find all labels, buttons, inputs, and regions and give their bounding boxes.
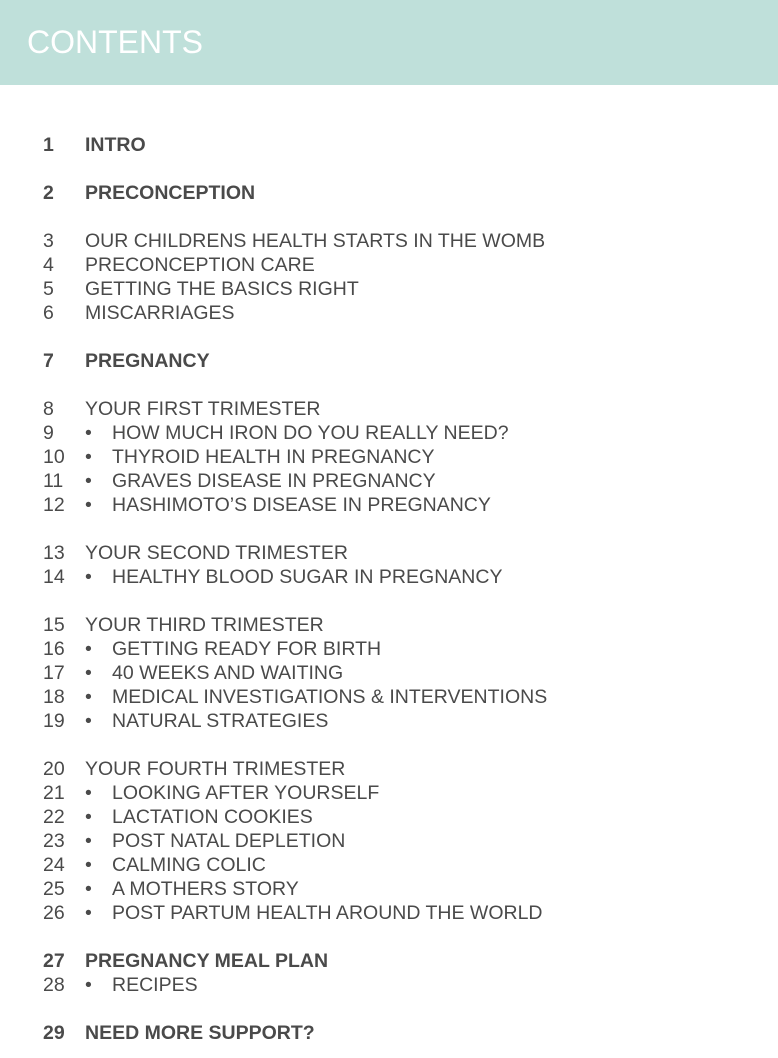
- toc-page-number: 14: [43, 566, 65, 588]
- bullet-icon: •: [85, 806, 92, 828]
- toc-entry-title: YOUR FIRST TRIMESTER: [85, 398, 321, 420]
- toc-subentry-title: HASHIMOTO’S DISEASE IN PREGNANCY: [112, 494, 491, 516]
- toc-entry[interactable]: [0, 685, 778, 709]
- toc-page-number: 23: [43, 830, 65, 852]
- bullet-icon: •: [85, 686, 92, 708]
- toc-entry[interactable]: [0, 421, 778, 445]
- toc-page-number: 1: [43, 134, 54, 156]
- toc-subentry-title: GRAVES DISEASE IN PREGNANCY: [112, 470, 436, 492]
- toc-entry[interactable]: [0, 277, 778, 301]
- toc-entry[interactable]: [0, 949, 778, 973]
- toc-subentry-title: POST NATAL DEPLETION: [112, 830, 346, 852]
- toc-page-number: 24: [43, 854, 65, 876]
- toc-page-number: 25: [43, 878, 65, 900]
- toc-page-number: 27: [43, 950, 65, 972]
- toc-page-number: 28: [43, 974, 65, 996]
- contents-header-bar: [0, 0, 778, 85]
- toc-entry[interactable]: [0, 877, 778, 901]
- toc-page-number: 10: [43, 446, 65, 468]
- toc-page-number: 8: [43, 398, 54, 420]
- bullet-icon: •: [85, 830, 92, 852]
- toc-entry[interactable]: [0, 397, 778, 421]
- toc-subentry-title: NATURAL STRATEGIES: [112, 710, 329, 732]
- toc-section-title: NEED MORE SUPPORT?: [85, 1022, 315, 1044]
- toc-page-number: 29: [43, 1022, 65, 1044]
- toc-entry[interactable]: [0, 781, 778, 805]
- toc-page-number: 13: [43, 542, 65, 564]
- toc-page-number: 21: [43, 782, 65, 804]
- toc-entry-title: MISCARRIAGES: [85, 302, 235, 324]
- toc-subentry-title: HOW MUCH IRON DO YOU REALLY NEED?: [112, 422, 509, 444]
- toc-page-number: 3: [43, 230, 54, 252]
- toc-entry[interactable]: [0, 901, 778, 925]
- bullet-icon: •: [85, 446, 92, 468]
- toc-entry[interactable]: [0, 349, 778, 373]
- toc-page-number: 19: [43, 710, 65, 732]
- toc-entry[interactable]: [0, 469, 778, 493]
- bullet-icon: •: [85, 710, 92, 732]
- bullet-icon: •: [85, 638, 92, 660]
- toc-subentry-title: GETTING READY FOR BIRTH: [112, 638, 382, 660]
- toc-section-title: PRECONCEPTION: [85, 182, 256, 204]
- toc-page-number: 17: [43, 662, 65, 684]
- toc-entry-title: YOUR FOURTH TRIMESTER: [85, 758, 346, 780]
- toc-page-number: 5: [43, 278, 54, 300]
- toc-entry[interactable]: [0, 973, 778, 997]
- bullet-icon: •: [85, 662, 92, 684]
- toc-page-number: 22: [43, 806, 65, 828]
- toc-subentry-title: CALMING COLIC: [112, 854, 266, 876]
- toc-entry[interactable]: [0, 757, 778, 781]
- toc-entry[interactable]: [0, 229, 778, 253]
- toc-page-number: 2: [43, 182, 54, 204]
- bullet-icon: •: [85, 494, 92, 516]
- toc-page-number: 12: [43, 494, 65, 516]
- toc-page-number: 20: [43, 758, 65, 780]
- toc-entry[interactable]: [0, 181, 778, 205]
- toc-subentry-title: THYROID HEALTH IN PREGNANCY: [112, 446, 435, 468]
- page-title: CONTENTS: [27, 24, 203, 60]
- toc-entry[interactable]: [0, 829, 778, 853]
- bullet-icon: •: [85, 902, 92, 924]
- bullet-icon: •: [85, 470, 92, 492]
- bullet-icon: •: [85, 974, 92, 996]
- toc-entry-title: YOUR SECOND TRIMESTER: [85, 542, 348, 564]
- toc-page-number: 26: [43, 902, 65, 924]
- toc-entry[interactable]: [0, 493, 778, 517]
- toc-page-number: 6: [43, 302, 54, 324]
- toc-entry[interactable]: [0, 253, 778, 277]
- toc-subentry-title: POST PARTUM HEALTH AROUND THE WORLD: [112, 902, 543, 924]
- bullet-icon: •: [85, 782, 92, 804]
- bullet-icon: •: [85, 854, 92, 876]
- toc-entry[interactable]: [0, 709, 778, 733]
- toc-page-number: 11: [43, 470, 64, 492]
- toc-page-number: 7: [43, 350, 54, 372]
- toc-subentry-title: RECIPES: [112, 974, 198, 996]
- toc-section-title: INTRO: [85, 134, 146, 156]
- toc-entry-title: YOUR THIRD TRIMESTER: [85, 614, 324, 636]
- toc-subentry-title: MEDICAL INVESTIGATIONS & INTERVENTIONS: [112, 686, 548, 708]
- toc-subentry-title: HEALTHY BLOOD SUGAR IN PREGNANCY: [112, 566, 503, 588]
- toc-entry-title: PRECONCEPTION CARE: [85, 254, 315, 276]
- toc-entry[interactable]: [0, 301, 778, 325]
- toc-section-title: PREGNANCY MEAL PLAN: [85, 950, 329, 972]
- toc-entry[interactable]: [0, 805, 778, 829]
- toc-entry[interactable]: [0, 637, 778, 661]
- toc-entry[interactable]: [0, 661, 778, 685]
- toc-entry[interactable]: [0, 565, 778, 589]
- toc-page-number: 18: [43, 686, 65, 708]
- toc-subentry-title: A MOTHERS STORY: [112, 878, 299, 900]
- toc-entry[interactable]: [0, 445, 778, 469]
- toc-entry[interactable]: [0, 1021, 778, 1045]
- toc-page-number: 15: [43, 614, 65, 636]
- bullet-icon: •: [85, 566, 92, 588]
- bullet-icon: •: [85, 878, 92, 900]
- toc-page-number: 4: [43, 254, 54, 276]
- toc-entry[interactable]: [0, 133, 778, 157]
- toc-section-title: PREGNANCY: [85, 350, 210, 372]
- toc-entry[interactable]: [0, 853, 778, 877]
- toc-subentry-title: LOOKING AFTER YOURSELF: [112, 782, 380, 804]
- toc-subentry-title: 40 WEEKS AND WAITING: [112, 662, 344, 684]
- toc-entry[interactable]: [0, 541, 778, 565]
- toc-page-number: 16: [43, 638, 65, 660]
- toc-subentry-title: LACTATION COOKIES: [112, 806, 313, 828]
- bullet-icon: •: [85, 422, 92, 444]
- toc-entry[interactable]: [0, 613, 778, 637]
- toc-entry-title: OUR CHILDRENS HEALTH STARTS IN THE WOMB: [85, 230, 546, 252]
- toc-entry-title: GETTING THE BASICS RIGHT: [85, 278, 359, 300]
- toc-page-number: 9: [43, 422, 54, 444]
